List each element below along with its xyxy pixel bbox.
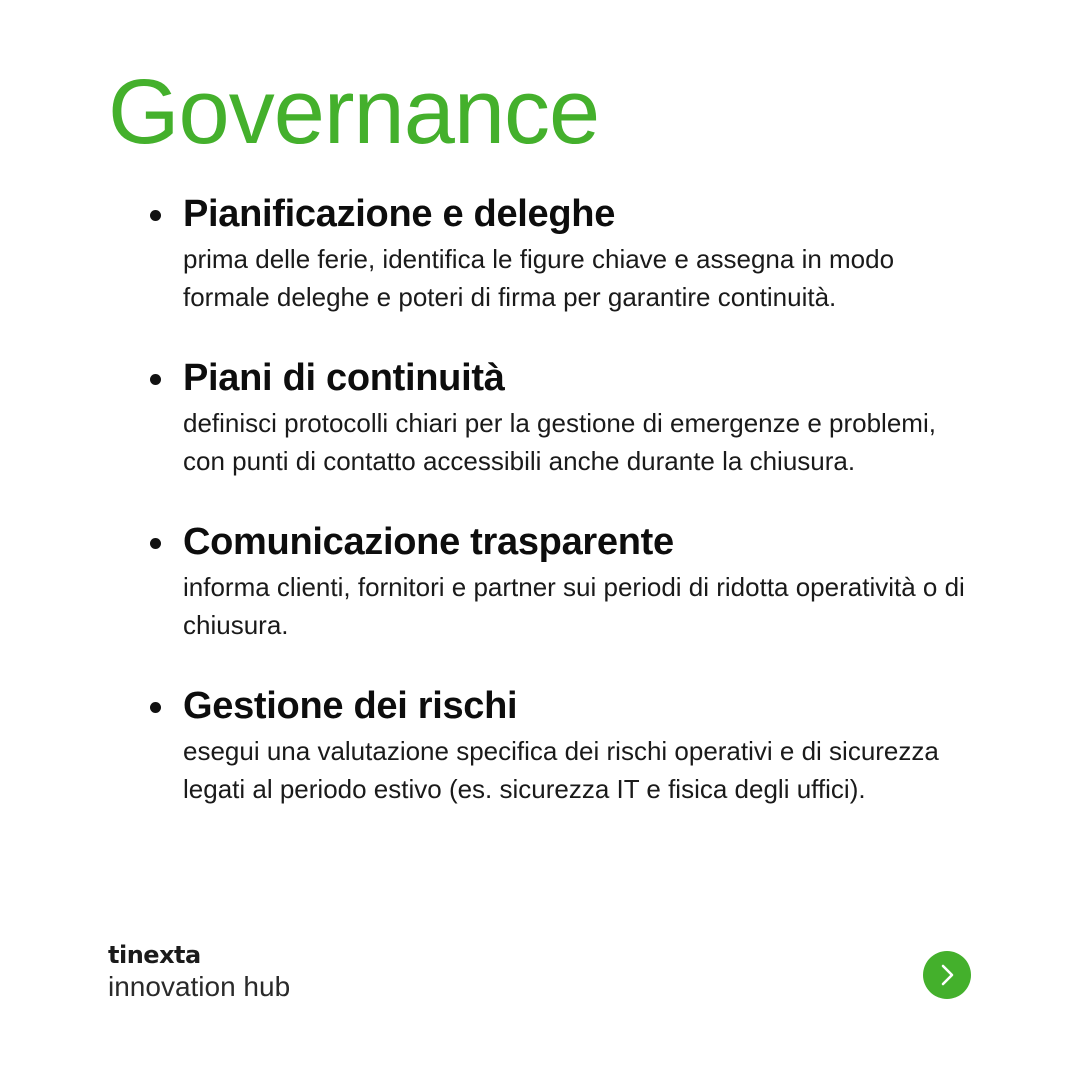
logo-brand: tinexta	[108, 941, 201, 969]
list-item	[150, 352, 980, 480]
chevron-right-icon	[936, 962, 958, 988]
page-title: Governance	[108, 61, 600, 163]
list-item	[150, 680, 980, 808]
item-heading: Comunicazione trasparente	[183, 521, 674, 563]
item-heading: Gestione dei rischi	[183, 685, 518, 727]
logo-subtitle: innovation hub	[108, 971, 291, 1002]
next-button[interactable]	[923, 951, 971, 999]
item-heading: Pianificazione e deleghe	[183, 193, 616, 235]
item-description: informa clienti, fornitori e partner sui periodi di ridotta operatività o di chiusura.	[183, 572, 965, 640]
bullet-icon	[150, 702, 161, 713]
bullet-list	[150, 188, 980, 808]
item-heading: Piani di continuità	[183, 357, 505, 399]
bullet-icon	[150, 538, 161, 549]
list-item	[150, 516, 980, 644]
item-description: definisci protocolli chiari per la gestione di emergenze e problemi, con punti di contatto accessibili anche durante la chiusura.	[183, 408, 936, 476]
tinexta-logo	[108, 940, 290, 1004]
item-description: esegui una valutazione specifica dei rischi operativi e di sicurezza legati al periodo estivo (es. sicurezza IT e fisica degli uffici).	[183, 736, 939, 804]
list-item	[150, 188, 980, 316]
bullet-icon	[150, 210, 161, 221]
item-description: prima delle ferie, identifica le figure chiave e assegna in modo formale deleghe e poteri di firma per garantire continuità.	[183, 244, 895, 312]
bullet-icon	[150, 374, 161, 385]
